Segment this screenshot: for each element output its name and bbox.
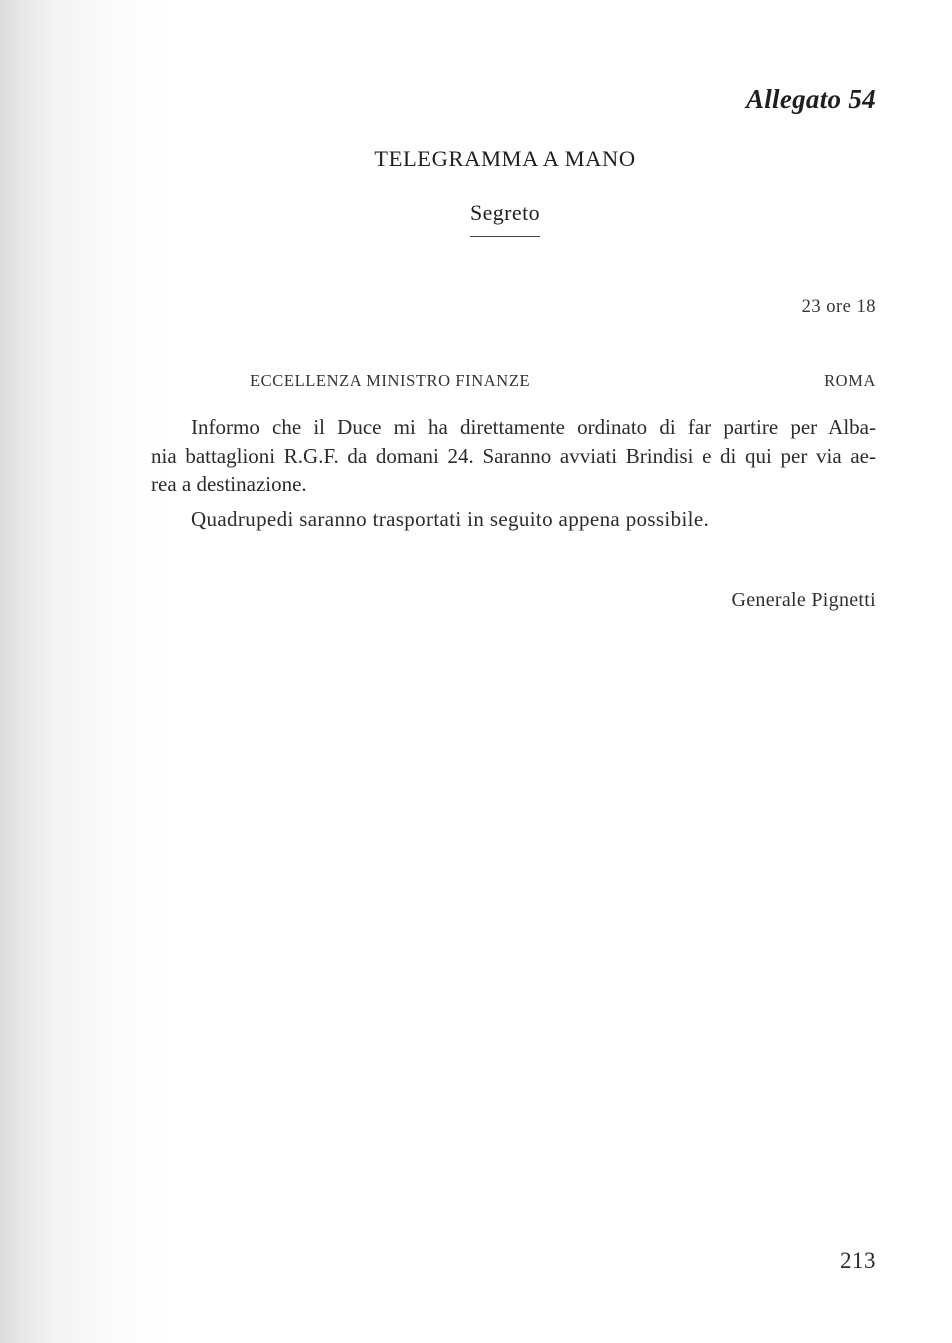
classification-label: Segreto — [470, 200, 540, 237]
signature: Generale Pignetti — [731, 589, 876, 611]
message-paragraph-2: Quadrupedi saranno trasportati in seguito appena possibile. — [191, 507, 710, 531]
addressee-row — [250, 371, 876, 395]
page-number: 213 — [840, 1248, 876, 1273]
addressee-recipient: ECCELLENZA MINISTRO FINANZE — [250, 371, 531, 390]
document-heading: TELEGRAMMA A MANO — [374, 146, 636, 171]
body-line: Informo che il Duce mi ha direttamente ordinato di far partire per Alba- — [191, 415, 876, 439]
classification-block — [0, 200, 952, 237]
body-line: rea a destinazione. — [151, 472, 307, 497]
addressee-city: ROMA — [824, 371, 876, 390]
message-body — [151, 413, 876, 499]
body-line: nia battaglioni R.G.F. da domani 24. Saranno avviati Brindisi e di qui per via ae- — [151, 443, 876, 468]
annex-label: Allegato 54 — [745, 84, 876, 114]
date-time: 23 ore 18 — [801, 297, 876, 317]
